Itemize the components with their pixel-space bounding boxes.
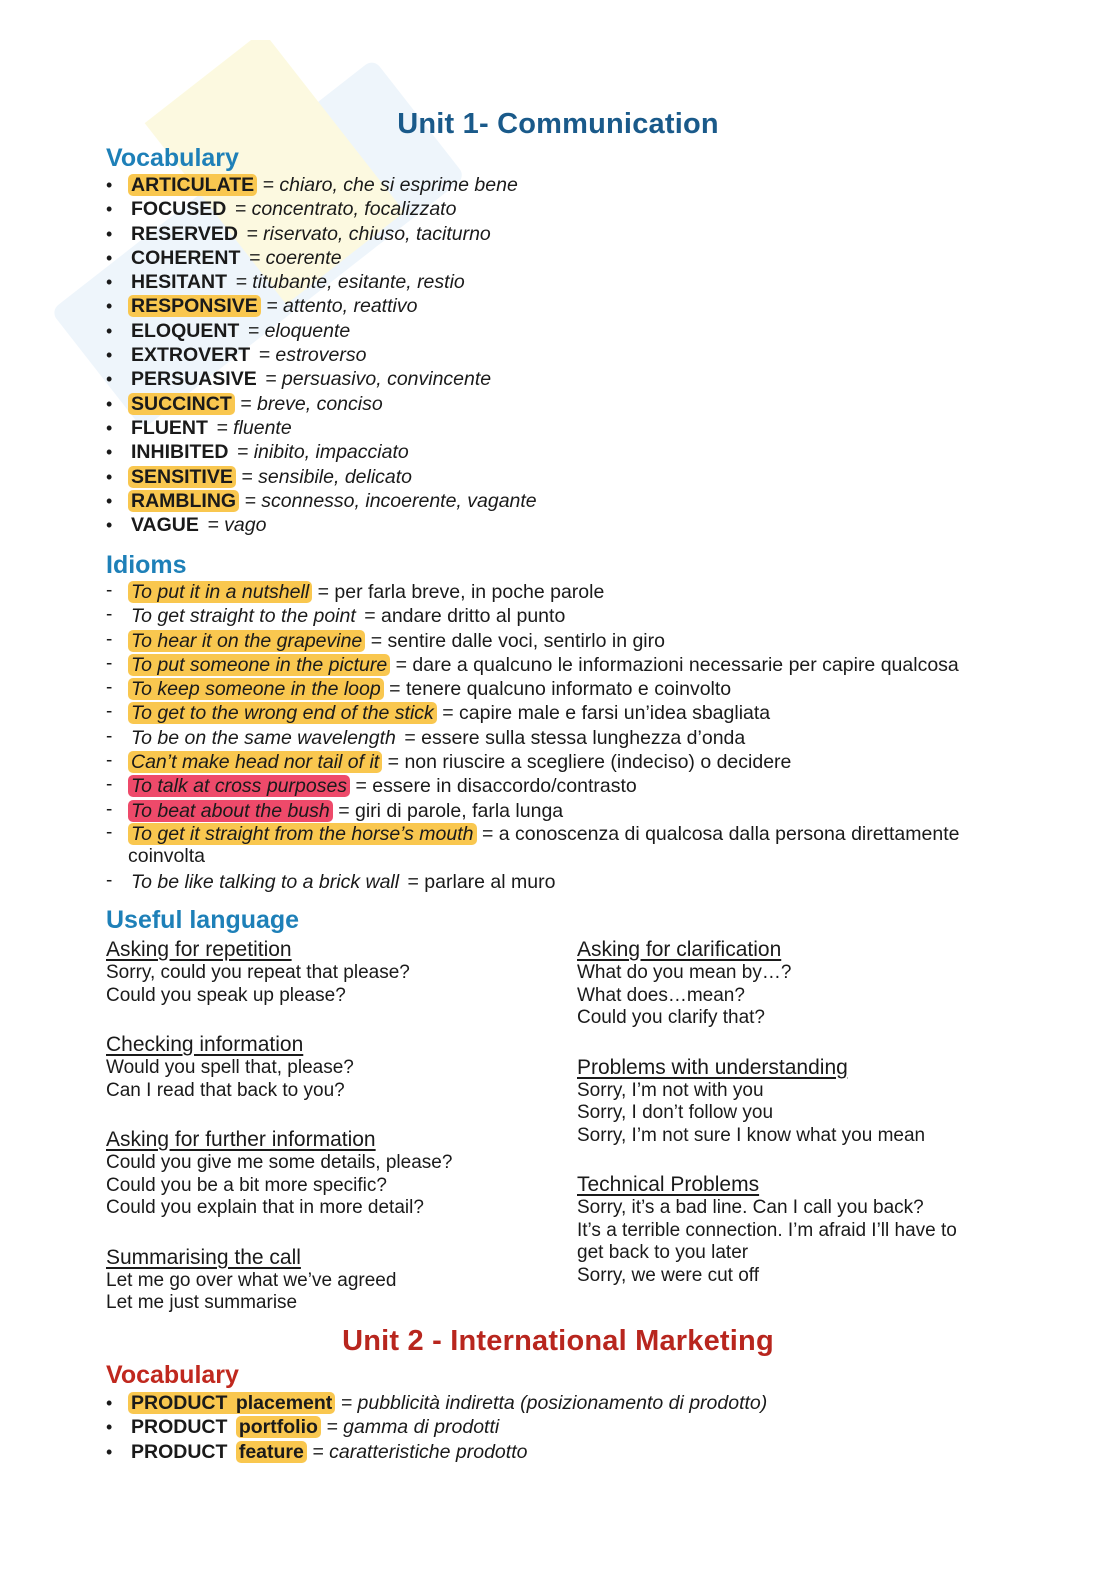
useful-language-group [106,938,566,1007]
idiom-item [106,774,1008,798]
unit1-vocabulary-list [106,173,537,537]
useful-language-phrase: Sorry, we were cut off [577,1264,759,1286]
vocabulary-term: INHIBITED [131,441,229,464]
vocabulary-meaning: = inibito, impacciato [236,441,409,464]
vocabulary-meaning: = sensibile, delicato [241,465,413,488]
useful-language-subheading: Asking for clarification [577,938,782,961]
vocabulary-item [106,246,537,270]
idioms-heading: Idioms [106,551,187,579]
idiom-phrase: Can’t make head nor tail of it [128,751,382,773]
vocabulary-meaning: = gamma di prodotti [326,1416,500,1439]
idiom-item [106,726,1008,750]
vocabulary-meaning: = eloquente [247,319,351,342]
vocabulary-term: SUCCINCT [128,393,235,415]
vocabulary-term: EXTROVERT [131,344,251,367]
vocabulary-item [106,343,537,367]
idiom-item [106,870,1008,894]
useful-language-phrase: Could you speak up please? [106,984,346,1006]
vocabulary-meaning: = sconnesso, incoerente, vagante [244,489,537,512]
vocabulary-meaning: = attento, reattivo [266,295,418,318]
vocabulary-term: PRODUCT [131,1416,228,1439]
useful-language-phrase: It’s a terrible connection. I’m afraid I’ll have to [577,1219,957,1241]
idiom-meaning: = parlare al muro [407,870,556,893]
useful-language-group [106,1128,566,1220]
idiom-item [106,799,1008,823]
vocabulary-meaning: = chiaro, che si esprime bene [262,174,518,196]
idiom-phrase: To put it in a nutshell [128,581,312,603]
idiom-phrase: To get straight to the point [131,605,356,628]
vocabulary-term: ELOQUENT [131,319,240,342]
useful-language-phrase: get back to you later [577,1242,749,1263]
useful-language-subheading: Summarising the call [106,1245,301,1269]
vocabulary-item [106,319,537,343]
useful-language-phrase: Could you clarify that? [577,1007,765,1028]
useful-language-phrase: Sorry, I’m not sure I know what you mean [577,1124,926,1146]
vocabulary-meaning: = breve, conciso [240,392,383,415]
vocabulary-meaning: = fluente [216,416,292,439]
useful-language-phrase: Can I read that back to you? [106,1079,345,1101]
useful-language-subheading: Problems with understanding [577,1055,848,1079]
useful-language-phrase: Sorry, could you repeat that please? [106,962,410,983]
vocabulary-term: SENSITIVE [128,466,236,488]
vocabulary-meaning: = titubante, esitante, restio [235,271,465,294]
unit2-vocabulary-heading: Vocabulary [106,1361,239,1389]
useful-language-subheading: Asking for repetition [106,938,292,961]
vocabulary-item [106,367,537,391]
idiom-item [106,701,1008,725]
useful-language-group [577,1056,1037,1148]
vocabulary-term: PERSUASIVE [131,368,257,391]
vocabulary-item [106,173,537,197]
vocabulary-item [106,270,537,294]
idiom-phrase: To beat about the bush [128,800,333,822]
useful-language-subheading: Technical Problems [577,1173,760,1196]
vocabulary-term: COHERENT [131,246,241,269]
idiom-meaning: = dare a qualcuno le informazioni necessarie per capire qualcosa [395,653,959,676]
useful-language-group [106,1246,566,1315]
useful-language-phrase: What does…mean? [577,984,745,1006]
vocabulary-item [106,513,537,537]
idiom-phrase: To hear it on the grapevine [128,630,365,652]
useful-language-subheading: Asking for further information [106,1128,376,1151]
useful-language-phrase: Would you spell that, please? [106,1057,354,1078]
useful-language-left-column [106,938,566,1341]
idiom-phrase: To be like talking to a brick wall [131,870,400,893]
vocabulary-term-highlight: feature [236,1441,307,1463]
idiom-phrase: To be on the same wavelength [131,726,396,749]
vocabulary-item [106,465,537,489]
unit2-title: Unit 2 - International Marketing [342,1325,774,1357]
vocabulary-item [106,294,537,318]
idiom-meaning: = tenere qualcuno informato e coinvolto [389,678,732,701]
idiom-phrase: To put someone in the picture [128,654,390,676]
idiom-item [106,677,1008,701]
idiom-phrase: To get to the wrong end of the stick [128,702,437,724]
idiom-meaning: = giri di parole, farla lunga [338,799,564,822]
idiom-item [106,604,1008,628]
vocabulary-term: ARTICULATE [128,174,257,196]
idiom-meaning: = a conoscenza di qualcosa dalla persona direttamente coinvolta [128,822,960,867]
idiom-phrase: To get it straight from the horse’s mouth [128,823,477,845]
vocabulary-item [106,1415,767,1439]
idiom-item [106,653,1008,677]
vocabulary-term: VAGUE [131,514,199,537]
useful-language-group [106,1033,566,1102]
vocabulary-item [106,489,537,513]
idiom-meaning: = essere in disaccordo/contrasto [355,775,637,798]
useful-language-phrase: Sorry, it’s a bad line. Can I call you back? [577,1197,924,1218]
vocabulary-meaning: = coerente [248,246,342,269]
vocabulary-meaning: = riservato, chiuso, taciturno [246,222,491,245]
vocabulary-meaning: = persuasivo, convincente [265,368,492,391]
useful-language-phrase: Let me go over what we’ve agreed [106,1269,397,1291]
idiom-item [106,823,1008,870]
vocabulary-item [106,392,537,416]
useful-language-phrase: Could you be a bit more specific? [106,1174,387,1196]
useful-language-group [577,938,1037,1030]
idiom-phrase: To keep someone in the loop [128,678,384,700]
useful-language-phrase: What do you mean by…? [577,962,792,983]
useful-language-heading: Useful language [106,906,300,934]
vocabulary-term: RAMBLING [128,490,239,512]
idiom-item [106,629,1008,653]
idiom-meaning: = sentire dalle voci, sentirlo in giro [370,629,665,652]
idiom-meaning: = non riuscire a scegliere (indeciso) o decidere [387,751,792,774]
idiom-meaning: = per farla breve, in poche parole [317,581,605,603]
vocabulary-item [106,222,537,246]
idiom-item [106,580,1008,604]
idiom-meaning: = capire male e farsi un’idea sbagliata [442,702,771,725]
useful-language-phrase: Sorry, I’m not with you [577,1079,764,1101]
idiom-meaning: = andare dritto al punto [364,605,566,628]
vocabulary-item [106,416,537,440]
idiom-item [106,750,1008,774]
vocabulary-term: FOCUSED [131,198,227,221]
idioms-list [106,580,1008,894]
vocabulary-meaning: = caratteristiche prodotto [312,1440,528,1463]
useful-language-phrase: Could you give me some details, please? [106,1152,453,1173]
idiom-phrase: To talk at cross purposes [128,775,350,797]
unit1-vocabulary-heading: Vocabulary [106,144,239,172]
vocabulary-term: HESITANT [131,271,228,294]
vocabulary-term: RESERVED [131,222,238,245]
vocabulary-meaning: = estroverso [258,344,367,367]
useful-language-phrase: Sorry, I don’t follow you [577,1102,774,1123]
useful-language-right-column [577,938,1037,1313]
vocabulary-term: RESPONSIVE [128,295,261,317]
useful-language-phrase: Let me just summarise [106,1292,298,1313]
vocabulary-item [106,440,537,464]
vocabulary-item [106,1391,767,1415]
useful-language-subheading: Checking information [106,1033,304,1056]
idiom-meaning: = essere sulla stessa lunghezza d’onda [404,726,746,749]
vocabulary-term: PRODUCT [131,1440,228,1463]
vocabulary-term: PRODUCT [128,1392,230,1414]
vocabulary-meaning: = pubblicità indiretta (posizionamento di prodotto) [340,1392,768,1414]
vocabulary-meaning: = concentrato, focalizzato [234,198,457,221]
useful-language-phrase: Could you explain that in more detail? [106,1197,424,1218]
vocabulary-item [106,1440,767,1464]
vocabulary-term: FLUENT [131,416,208,439]
vocabulary-term-highlight: placement [236,1392,335,1414]
vocabulary-meaning: = vago [207,514,267,537]
unit1-title: Unit 1- Communication [397,108,719,140]
useful-language-group [577,1173,1037,1287]
unit2-vocabulary-list [106,1391,767,1464]
vocabulary-item [106,197,537,221]
vocabulary-term-highlight: portfolio [236,1416,321,1438]
